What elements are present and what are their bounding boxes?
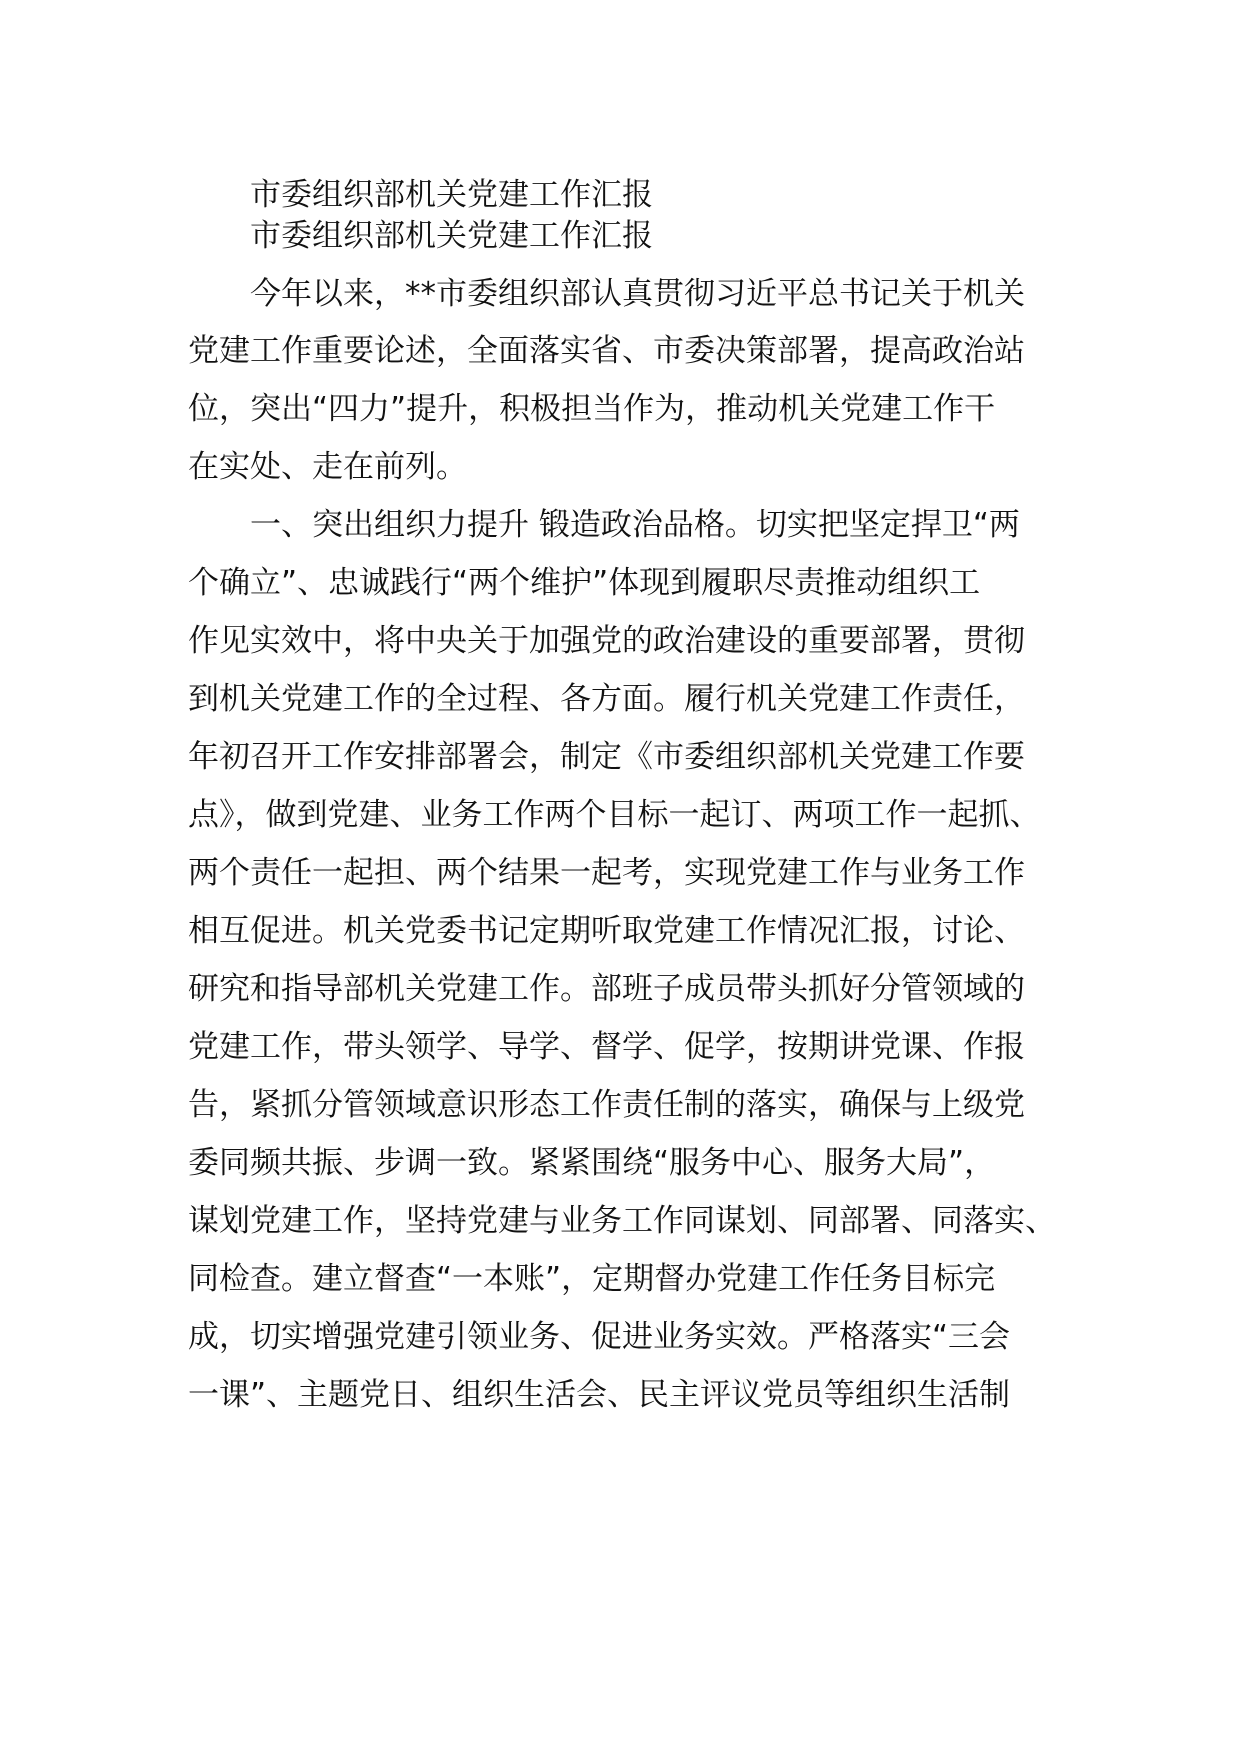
- paragraph-2-line: 点》，做到党建、业务工作两个目标一起订、两项工作一起抓、: [188, 797, 1041, 833]
- paragraph-2-line: 到机关党建工作的全过程、各方面。履行机关党建工作责任，: [188, 681, 1025, 717]
- paragraph-1-line: 党建工作重要论述，全面落实省、市委决策部署，提高政治站: [188, 333, 1025, 369]
- paragraph-2-line: 同检查。建立督查“一本账”，定期督办党建工作任务目标完: [188, 1261, 996, 1297]
- paragraph-2-line: 个确立”、忠诚践行“两个维护”体现到履职尽责推动组织工: [188, 565, 981, 601]
- paragraph-2-line: 谋划党建工作，坚持党建与业务工作同谋划、同部署、同落实、: [188, 1203, 1056, 1239]
- paragraph-2-line: 成，切实增强党建引领业务、促进业务实效。严格落实“三会: [188, 1319, 1011, 1355]
- paragraph-2-line: 委同频共振、步调一致。紧紧围绕“服务中心、服务大局”，: [188, 1145, 996, 1181]
- paragraph-2-line: 研究和指导部机关党建工作。部班子成员带头抓好分管领域的: [188, 971, 1025, 1007]
- paragraph-2-line: 年初召开工作安排部署会，制定《市委组织部机关党建工作要: [188, 739, 1025, 775]
- document-title-repeat: 市委组织部机关党建工作汇报: [250, 218, 653, 254]
- paragraph-2-line: 一课”、主题党日、组织生活会、民主评议党员等组织生活制: [188, 1377, 1011, 1413]
- paragraph-1-line: 今年以来，**市委组织部认真贯彻习近平总书记关于机关: [250, 276, 1025, 312]
- paragraph-2-line: 告，紧抓分管领域意识形态工作责任制的落实，确保与上级党: [188, 1087, 1025, 1123]
- paragraph-2-line: 两个责任一起担、两个结果一起考，实现党建工作与业务工作: [188, 855, 1025, 891]
- paragraph-2-line: 一、突出组织力提升 锻造政治品格。切实把坚定捍卫“两: [250, 507, 1020, 543]
- paragraph-1-line: 位，突出“四力”提升，积极担当作为，推动机关党建工作干: [188, 391, 996, 427]
- paragraph-2-line: 相互促进。机关党委书记定期听取党建工作情况汇报，讨论、: [188, 913, 1025, 949]
- paragraph-2-line: 作见实效中，将中央关于加强党的政治建设的重要部署，贯彻: [188, 623, 1025, 659]
- paragraph-2-line: 党建工作，带头领学、导学、督学、促学，按期讲党课、作报: [188, 1029, 1025, 1065]
- paragraph-1-line: 在实处、走在前列。: [188, 449, 467, 485]
- document-title: 市委组织部机关党建工作汇报: [250, 177, 653, 213]
